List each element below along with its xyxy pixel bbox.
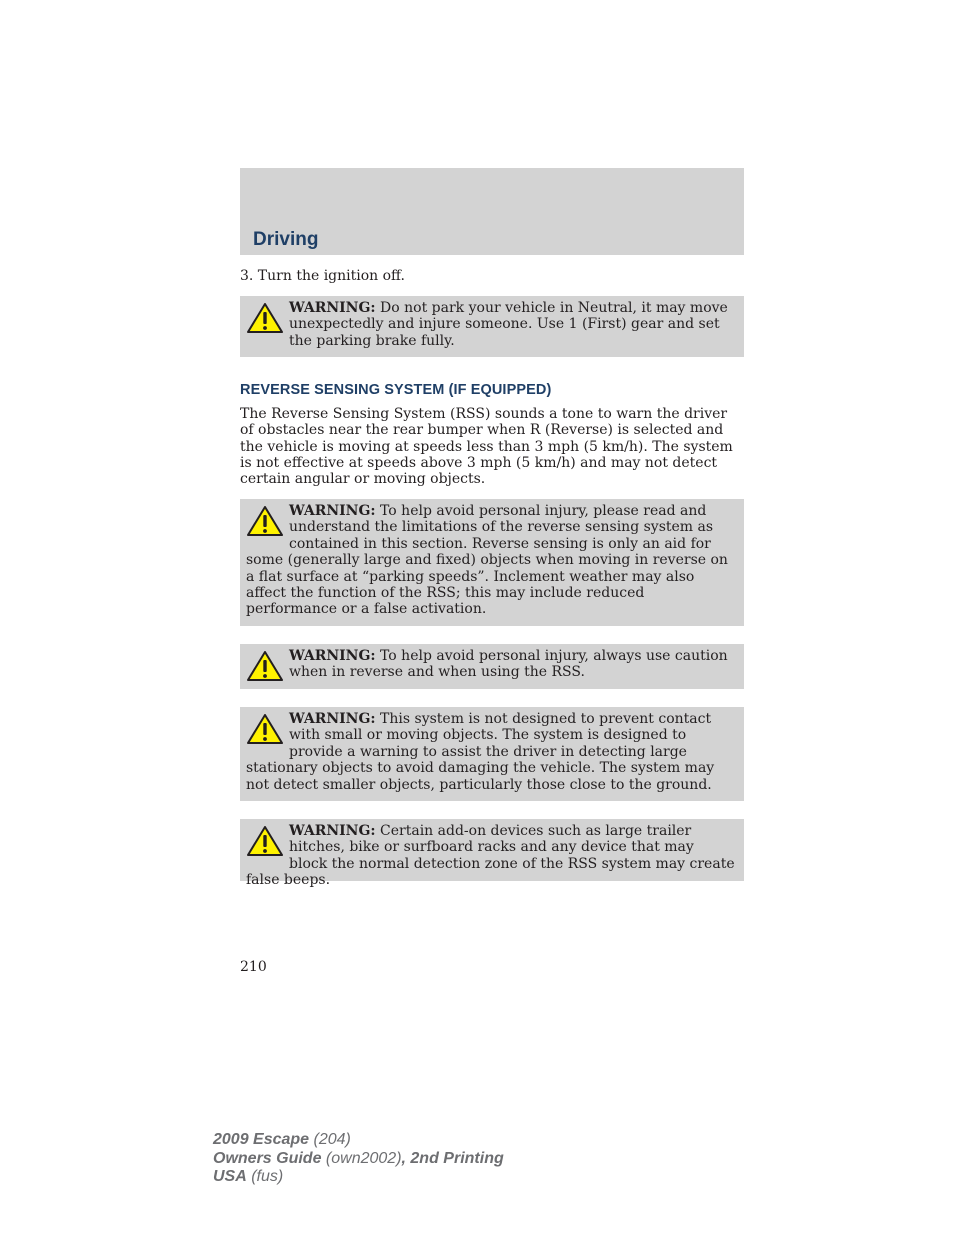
footer-model: 2009 Escape [213, 1131, 310, 1148]
warning-label: WARNING: [289, 648, 376, 664]
section-header-band [240, 168, 744, 255]
warning-box-neutral [240, 296, 744, 357]
footer-guide: Owners Guide [213, 1149, 322, 1167]
warning-label: WARNING: [289, 300, 376, 316]
rss-heading: REVERSE SENSING SYSTEM (IF EQUIPPED) [240, 382, 552, 398]
footer-printing: , 2nd Printing [401, 1149, 504, 1167]
warning-box-rss-limitations [240, 499, 744, 626]
warning-triangle-icon [246, 713, 284, 745]
warning-triangle-icon [246, 505, 284, 537]
footer-guide-code: (own2002) [321, 1149, 402, 1167]
footer-line-guide [213, 1150, 504, 1169]
warning-text: Certain add-on devices such as large trailer hitches, bike or surfboard racks and any device that may block the normal detection zone of the RSS system may create false beeps. [246, 823, 735, 889]
footer-market-code: (fus) [246, 1168, 284, 1185]
warning-triangle-icon [246, 302, 284, 334]
warning-box-small-objects [240, 707, 744, 801]
footer-line-market [213, 1168, 504, 1187]
warning-text: To help avoid personal injury, always use caution when in reverse and when using the RSS. [289, 648, 728, 681]
page-number: 210 [240, 959, 267, 975]
warning-triangle-icon [246, 825, 284, 857]
rss-intro-paragraph: The Reverse Sensing System (RSS) sounds a tone to warn the driver of obstacles near the rear bumper when R (Reverse) is selected and the vehicle is moving at speeds less than 3 mph (5 km/h). The system is not effective at speeds above 3 mph (5 km/h) and may not detect certain angular or moving objects. [240, 406, 733, 488]
warning-box-caution-reverse [240, 644, 744, 689]
warning-label: WARNING: [289, 711, 376, 727]
warning-text: Do not park your vehicle in Neutral, it may move unexpectedly and injure someone. Use 1 (First) gear and set the parking brake fully. [289, 300, 728, 349]
document-footer [213, 1131, 504, 1187]
footer-market: USA [213, 1168, 247, 1185]
warning-label: WARNING: [289, 823, 376, 839]
footer-line-model [213, 1131, 504, 1150]
section-title: Driving [253, 229, 319, 250]
warning-text: This system is not designed to prevent contact with small or moving objects. The system is designed to provide a warning to assist the driver in detecting large stationary objects to avoid damaging the vehicle. The system may not detect smaller objects, particularly those close to the ground. [246, 711, 715, 793]
warning-box-add-on-devices [240, 819, 744, 889]
warning-label: WARNING: [289, 503, 376, 519]
footer-model-code: (204) [309, 1131, 351, 1148]
warning-text: To help avoid personal injury, please read and understand the limitations of the reverse sensing system as contained in this section. Reverse sensing is only an aid for some (generally large and fixed) objects when moving in reverse on a flat surface at “parking speeds”. Inclement weather may also affect the function of the RSS; this may include reduced performance or a false activation. [246, 503, 728, 618]
step-3-text: 3. Turn the ignition off. [240, 268, 405, 284]
warning-triangle-icon [246, 650, 284, 682]
